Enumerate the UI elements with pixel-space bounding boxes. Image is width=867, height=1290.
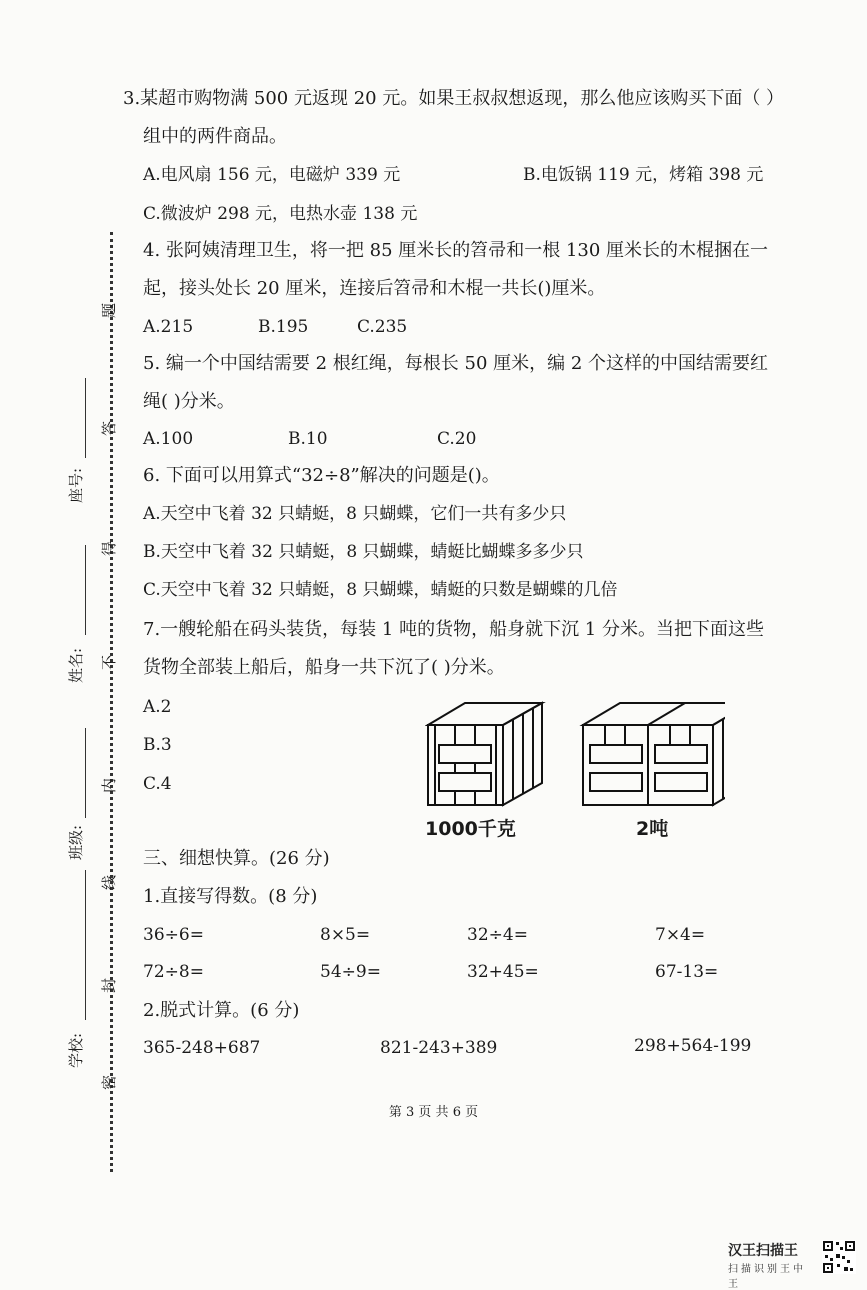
q3-option-c[interactable]: C.微波炉 298 元，电热水壶 138 元 [143,204,418,224]
q4-option-a[interactable]: A.215 [143,317,194,337]
q3-stem-line1: 3.某超市购物满 500 元返现 20 元。如果王叔叔想返现，那么他应该购买下面（ ） [123,88,785,109]
q3-option-a[interactable]: A.电风扇 156 元，电磁炉 339 元 [143,165,401,185]
q7-option-c[interactable]: C.4 [143,774,172,794]
q7-stem-line1: 7.一艘轮船在码头装货，每装 1 吨的货物，船身就下沉 1 分米。当把下面这些 [143,619,764,640]
oral-calc-item[interactable]: 7×4= [655,925,706,945]
q7-option-b[interactable]: B.3 [143,735,172,755]
q4-option-b[interactable]: B.195 [258,317,309,337]
oral-calc-item[interactable]: 32+45= [467,962,539,982]
seal-char: 线 [100,874,119,891]
oral-calc-item[interactable]: 8×5= [320,925,371,945]
q4-option-c[interactable]: C.235 [357,317,408,337]
seal-char: 密 [100,1074,119,1091]
oral-calc-item[interactable]: 54÷9= [320,962,381,982]
name-label: 姓名: [67,647,86,684]
q6-option-c[interactable]: C.天空中飞着 32 只蜻蜓，8 只蝴蝶，蜻蜓的只数是蝴蝶的几倍 [143,580,618,600]
stepwise-calc-item[interactable]: 821-243+389 [380,1038,498,1058]
q5-stem-line1: 5. 编一个中国结需要 2 根红绳，每根长 50 厘米，编 2 个这样的中国结需要红 [143,353,769,374]
q5-option-a[interactable]: A.100 [143,429,194,449]
q6-option-b[interactable]: B.天空中飞着 32 只蜻蜓，8 只蝴蝶，蜻蜓比蝴蝶多多少只 [143,542,584,562]
q3-option-b[interactable]: B.电饭锅 119 元，烤箱 398 元 [523,165,764,185]
crate-2t-icon [583,703,725,805]
q7-stem-line2: 货物全部装上船后，船身一共下沉了( )分米。 [143,657,505,678]
q7-option-a[interactable]: A.2 [143,697,172,717]
seal-char: 题 [100,302,119,319]
stepwise-calc-item[interactable]: 365-248+687 [143,1038,261,1058]
qr-code-icon [822,1240,856,1274]
seat-number-field[interactable] [85,378,86,458]
q5-option-b[interactable]: B.10 [288,429,328,449]
q6-stem: 6. 下面可以用算式“32÷8”解决的问题是()。 [143,465,500,486]
school-field[interactable] [85,870,86,1020]
q3-stem-line2: 组中的两件商品。 [143,126,287,147]
crate-1000kg-icon [428,703,542,805]
seat-number-label: 座号: [67,467,86,504]
seal-char: 内 [100,777,119,794]
seal-char: 不 [100,654,119,671]
oral-calc-item[interactable]: 72÷8= [143,962,204,982]
oral-calc-item[interactable]: 36÷6= [143,925,204,945]
stepwise-calc-item[interactable]: 298+564-199 [634,1036,752,1056]
seal-char: 封 [100,977,119,994]
q4-stem-line1: 4. 张阿姨清理卫生，将一把 85 厘米长的笤帚和一根 130 厘米长的木棍捆在一 [143,240,769,261]
class-field[interactable] [85,728,86,818]
section3-sub2: 2.脱式计算。(6 分) [143,1000,300,1021]
class-label: 班级: [67,824,86,861]
section3-sub1: 1.直接写得数。(8 分) [143,886,318,907]
binding-dotted-line [110,232,113,1172]
section3-heading: 三、细想快算。(26 分) [143,848,330,869]
seal-char: 答 [100,420,119,437]
seal-char: 得 [100,540,119,557]
oral-calc-item[interactable]: 67-13= [655,962,719,982]
q6-option-a[interactable]: A.天空中飞着 32 只蜻蜓，8 只蝴蝶，它们一共有多少只 [143,504,567,524]
scanner-watermark [728,1240,818,1290]
crate-2t-label: 2吨 [636,818,669,840]
school-label: 学校: [67,1032,86,1069]
crate-1000kg-label: 1000千克 [425,818,516,840]
watermark-title: 汉王扫描王 [728,1243,798,1259]
q4-stem-line2: 起，接头处长 20 厘米，连接后笤帚和木棍一共长()厘米。 [143,278,606,299]
watermark-subtitle: 扫描识别王中王 [728,1264,806,1290]
name-field[interactable] [85,545,86,635]
q5-option-c[interactable]: C.20 [437,429,477,449]
cargo-illustration [425,695,725,815]
page-number: 第 3 页 共 6 页 [388,1105,479,1120]
oral-calc-item[interactable]: 32÷4= [467,925,528,945]
q5-stem-line2: 绳( )分米。 [143,391,235,412]
